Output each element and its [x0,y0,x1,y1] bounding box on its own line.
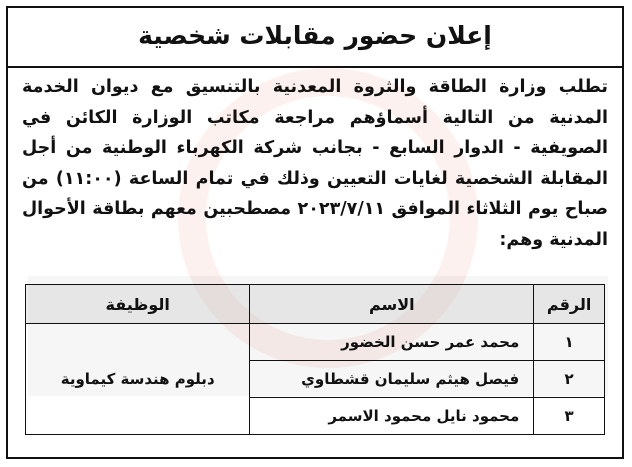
row-number: ١ [534,324,605,361]
notice-body: تطلب وزارة الطاقة والثروة المعدنية بالتنسيق مع ديوان الخدمة المدنية من التالية أسماؤهم مراجعة مكاتب الوزارة الكائن في الصويفية - الدوار السابع - بجانب شركة الكهرباء الوطنية من أجل المقابلة الشخصية لغايات التعيين وذلك في تمام الساعة (١١:٠٠) من صباح يوم الثلاثاء الموافق ٢٠٢٣/٧/١١ مصطحبين معهم بطاقة الأحوال المدنية وهم: [22,77,608,250]
row-number: ٢ [534,361,605,398]
row-name: محمد عمر حسن الخضور [250,324,534,361]
row-number: ٣ [534,398,605,435]
notice-title: إعلان حضور مقابلات شخصية [138,21,492,50]
title-divider [8,66,622,68]
table-row [26,324,605,361]
header-name: الاسم [250,285,534,324]
job-title: دبلوم هندسة كيماوية [26,324,250,435]
header-job: الوظيفة [26,285,250,324]
announcement-notice [6,6,624,459]
row-name: فيصل هيثم سليمان قشطاوي [250,361,534,398]
table-header-row [26,285,605,324]
header-number: الرقم [534,285,605,324]
row-name: محمود نايل محمود الاسمر [250,398,534,435]
candidates-table [25,284,605,435]
